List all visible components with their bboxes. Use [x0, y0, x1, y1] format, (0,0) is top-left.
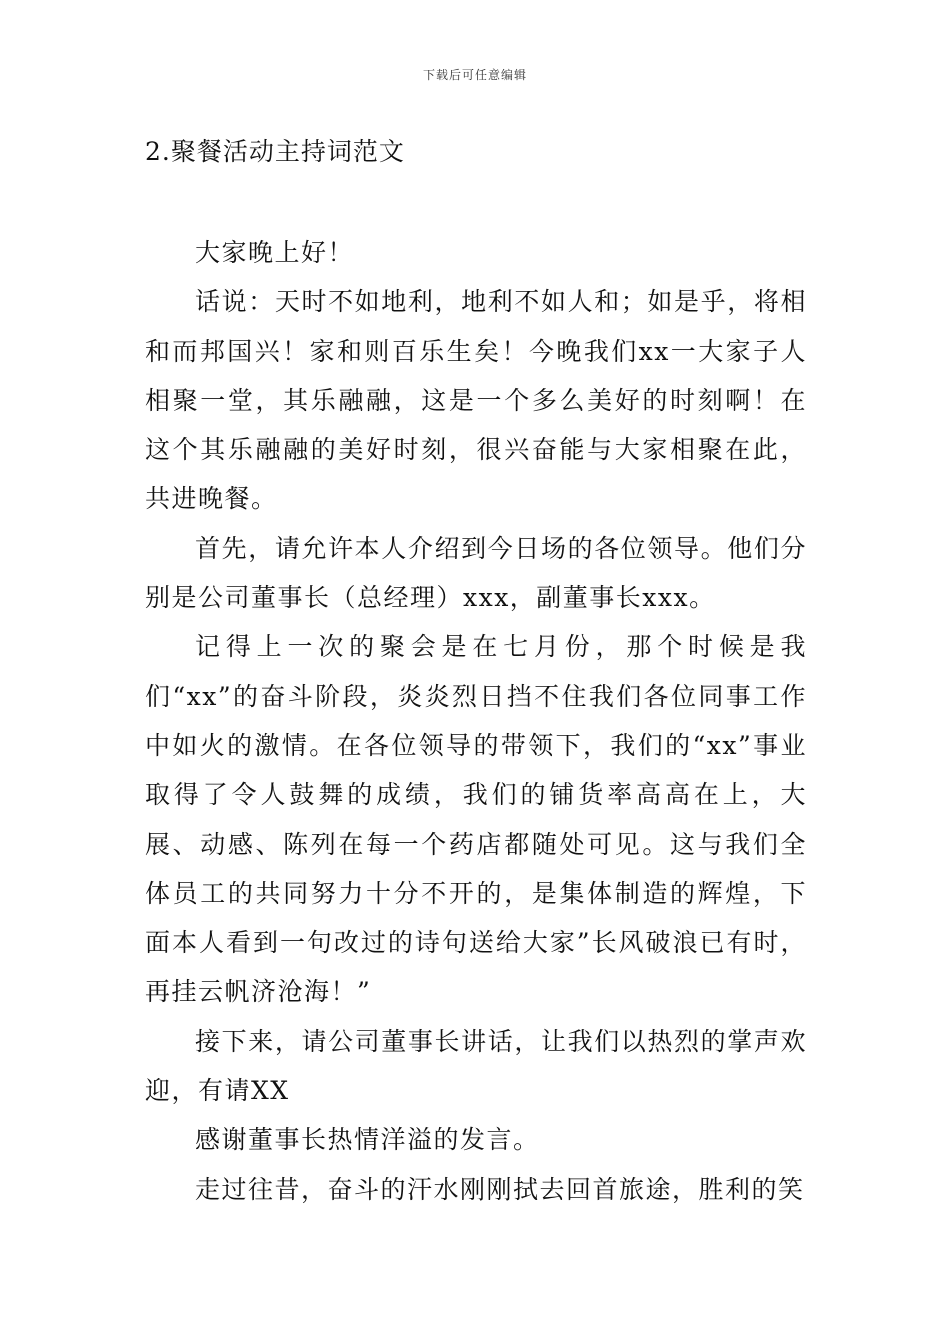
paragraph-introduce-leaders: 首先，请允许本人介绍到今日场的各位领导。他们分别是公司董事长（总经理）xxx，副董事长xxx。 — [145, 533, 807, 613]
paragraph-looking-back: 走过往昔，奋斗的汗水刚刚拭去回首旅途，胜利的笑 — [195, 1174, 805, 1204]
header-note: 下载后可任意编辑 — [422, 68, 527, 82]
paragraph-last-gathering: 记得上一次的聚会是在七月份，那个时候是我们“xx”的奋斗阶段，炎炎烈日挡不住我们各位同事工作中如火的激情。在各位领导的带领下，我们的“xx”事业取得了令人鼓舞的成绩，我们的铺货率高高在上，大展、动感、陈列在每一个药店都随处可见。这与我们全体员工的共同努力十分不开的，是集体制造的辉煌，下面本人看到一句改过的诗句送给大家”长风破浪已有时，再挂云帆济沧海！” — [145, 632, 807, 1007]
paragraph-greeting: 大家晚上好！ — [195, 238, 355, 267]
document-body — [145, 228, 807, 1214]
paragraph-chairman-speech: 接下来，请公司董事长讲话，让我们以热烈的掌声欢迎，有请XX — [145, 1026, 807, 1106]
document-title: 2.聚餐活动主持词范文 — [145, 137, 405, 166]
paragraph-opening: 话说：天时不如地利，地利不如人和；如是乎，将相和而邦国兴！家和则百乐生矣！今晚我们xx一大家子人相聚一堂，其乐融融，这是一个多么美好的时刻啊！在这个其乐融融的美好时刻，很兴奋能与大家相聚在此，共进晚餐。 — [145, 287, 807, 514]
paragraph-thanks: 感谢董事长热情洋溢的发言。 — [195, 1125, 540, 1155]
